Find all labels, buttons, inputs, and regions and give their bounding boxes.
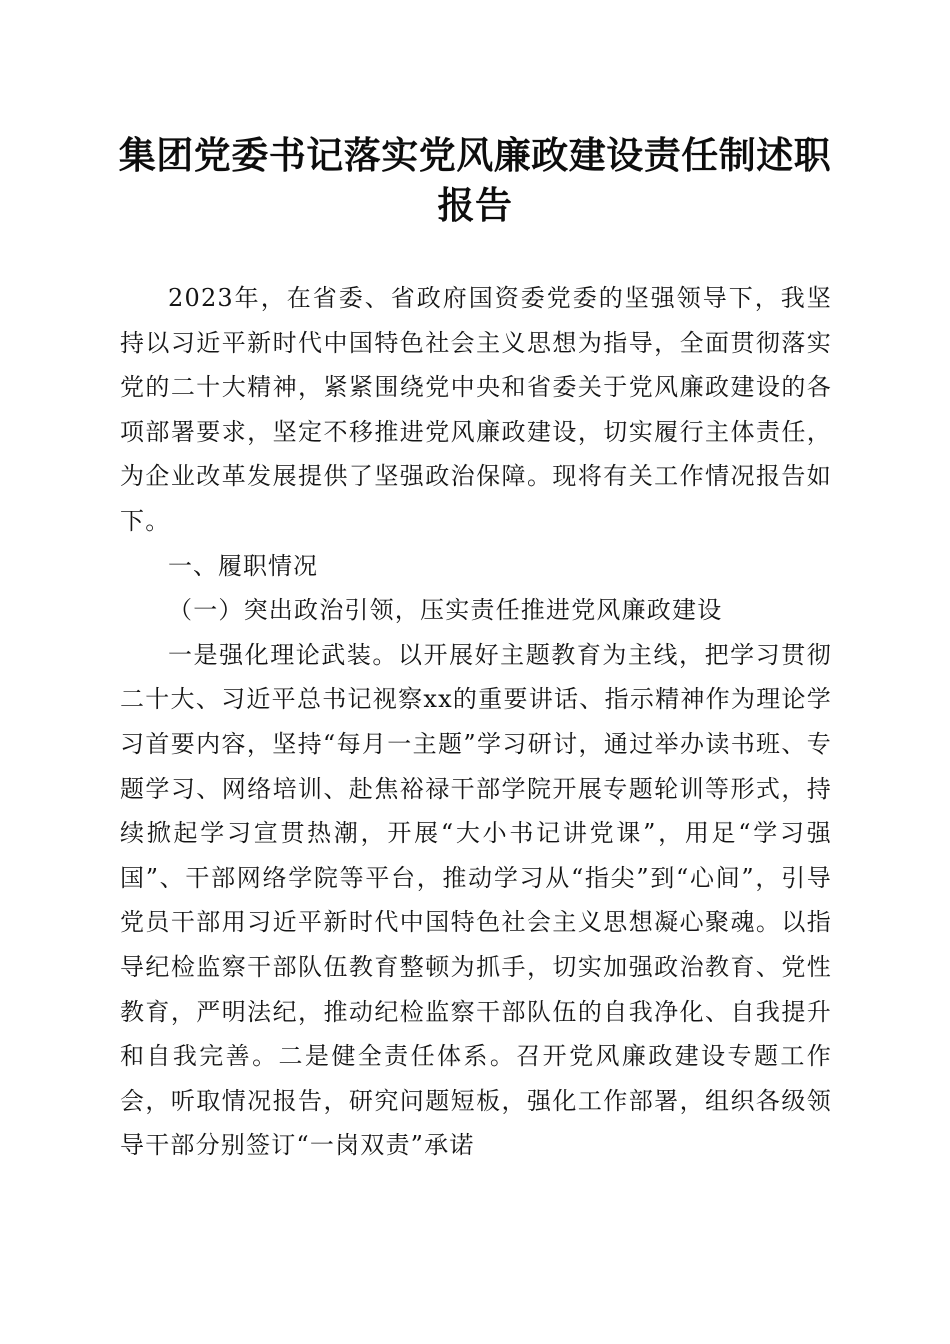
- para2-body: 召开党风廉政建设专题工作会，听取情况报告，研究问题短板，强化工作部署，组织各级领导干部分别签订“一岗双责”承诺: [120, 1042, 832, 1160]
- subsection-heading: （一）突出政治引领，压实责任推进党风廉政建设: [168, 596, 723, 625]
- para1-lead: 一是强化理论武装。: [168, 640, 398, 669]
- section-heading: 一、履职情况: [168, 551, 318, 580]
- body-paragraph: [120, 633, 832, 1168]
- document-title: 集团党委书记落实党风廉政建设责任制述职报告: [118, 133, 832, 227]
- intro-paragraph: 2023年，在省委、省政府国资委党委的坚强领导下，我坚持以习近平新时代中国特色社会主义思想为指导，全面贯彻落实党的二十大精神，紧紧围绕党中央和省委关于党风廉政建设的各项部署要求，坚定不移推进党风廉政建设，切实履行主体责任，为企业改革发展提供了坚强政治保障。现将有关工作情况报告如下。: [120, 284, 832, 535]
- para2-lead: 二是健全责任体系。: [278, 1042, 517, 1071]
- para1-body: 以开展好主题教育为主线，把学习贯彻二十大、习近平总书记视察xx的重要讲话、指示精神作为理论学习首要内容，坚持“每月一主题”学习研讨，通过举办读书班、专题学习、网络培训、赴焦裕禄干部学院开展专题轮训等形式，持续掀起学习宣贯热潮，开展“大小书记讲党课”，用足“学习强国”、干部网络学院等平台，推动学习从“指尖”到“心间”，引导党员干部用习近平新时代中国特色社会主义思想凝心聚魂。以指导纪检监察干部队伍教育整顿为抓手，切实加强政治教育、党性教育，严明法纪，推动纪检监察干部队伍的自我净化、自我提升和自我完善。: [120, 640, 832, 1071]
- document-body: [120, 276, 832, 1168]
